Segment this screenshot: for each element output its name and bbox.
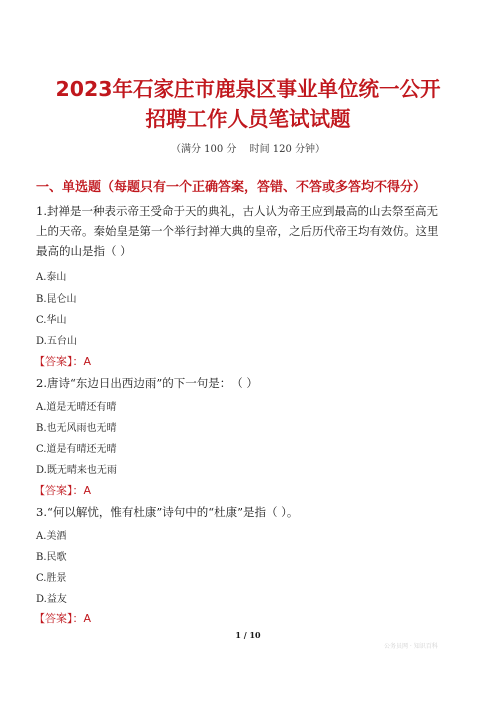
question-3-option-d: D.益友 — [36, 594, 67, 605]
question-1-line: 1.封禅是一种表示帝王受命于天的典礼，古人认为帝王应到最高的山去祭至高无 — [36, 204, 438, 218]
question-3-text: 3.“何以解忧，惟有杜康”诗句中的“杜康”是指（ ）。 — [36, 505, 299, 519]
question-1-text — [36, 201, 461, 261]
page-number: 1 / 10 — [235, 630, 261, 640]
question-2-option-c: C.道是有晴还无晴 — [36, 444, 117, 455]
title-line-2: 招聘工作人员笔试试题 — [145, 107, 351, 131]
question-1-option-c: C.华山 — [36, 315, 67, 326]
question-2-text: 2.唐诗“东边日出西边雨”的下一句是： （ ） — [36, 376, 258, 390]
question-2-option-b: B.也无风雨也无晴 — [36, 423, 117, 434]
question-1-line: 最高的山是指（ ） — [36, 244, 132, 258]
question-3-answer: 【答案】：A — [34, 612, 92, 625]
question-1-option-b: B.昆仑山 — [36, 294, 77, 305]
question-2-option-d: D.既无晴来也无雨 — [36, 465, 117, 476]
watermark: 公务员网 · 知识百科 — [384, 643, 438, 650]
exam-info: （满分 100 分 时间 120 分钟） — [170, 144, 326, 155]
document-title — [20, 74, 476, 134]
question-1-option-d: D.五台山 — [36, 336, 77, 347]
question-1-option-a: A.泰山 — [36, 272, 67, 283]
question-3-option-b: B.民歌 — [36, 552, 67, 563]
section-heading: 一、单选题（每题只有一个正确答案，答错、不答或多答均不得分） — [36, 180, 427, 195]
question-1-answer: 【答案】：A — [34, 355, 92, 368]
question-1-line: 上的天帝。秦始皇是第一个举行封禅大典的皇帝，之后历代帝王均有效仿。这里 — [36, 224, 439, 238]
question-2-answer: 【答案】：A — [34, 484, 92, 497]
title-line-1: 2023年石家庄市鹿泉区事业单位统一公开 — [55, 77, 441, 101]
question-2-option-a: A.道是无晴还有晴 — [36, 402, 117, 413]
question-3-option-a: A.美酒 — [36, 531, 67, 542]
question-3-option-c: C.胜景 — [36, 573, 67, 584]
